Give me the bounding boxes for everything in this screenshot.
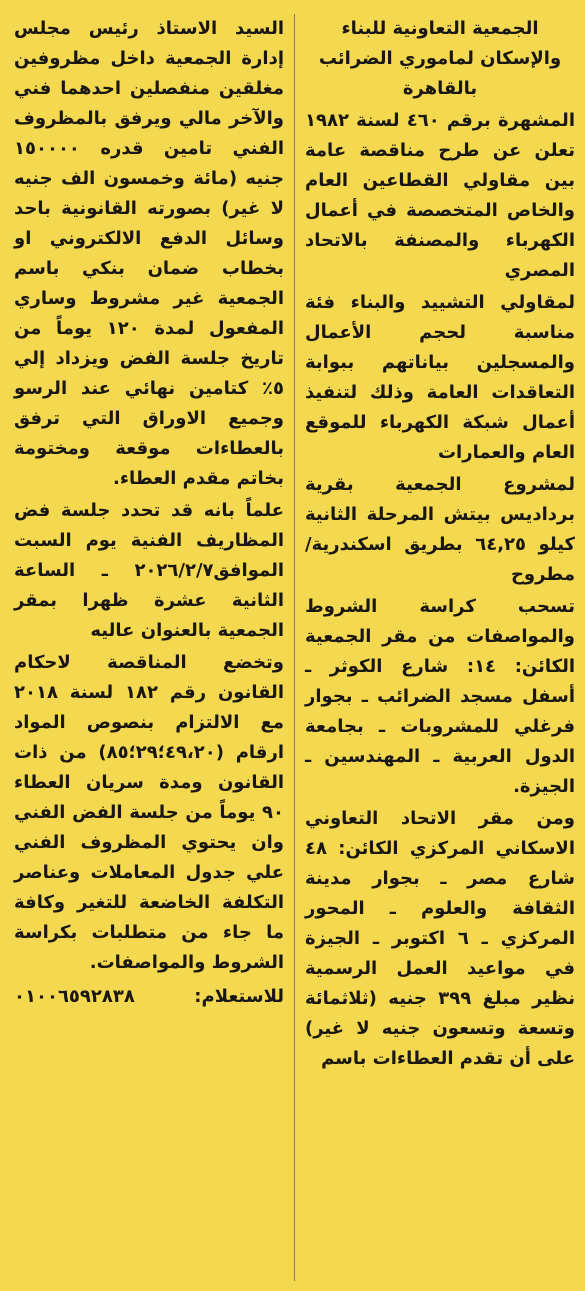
ad-title: الجمعية التعاونية للبناء والإسكان لماموري الضرائب بالقاهرة — [318, 18, 562, 99]
column-divider — [294, 14, 295, 1281]
left-column — [14, 14, 294, 1281]
ad-paragraph: تسحب كراسة الشروط والمواصفات من مقر الجمعية الكائن: ١٤: شارع الكوثر ـ أسفل مسجد الضرائب ـ بجوار فرغلي للمشروبات ـ بجامعة الدول العربية ـ المهندسين ـ الجيزة. — [305, 596, 576, 797]
ad-paragraph: وتخضع المناقصة لاحكام القانون رقم ١٨٢ لسنة ٢٠١٨ مع الالتزام بنصوص المواد ارقام (٤٩،٢٠؛٢٩؛٨٥) من ذات القانون ومدة سريان العطاء ٩٠ يوماً من جلسة الفض الفني وان يحتوي المظروف الفني علي جدول المعاملات وعناصر التكلفة الخاضعة للتغير وكافة ما جاء من متطلبات بكراسة الشروط والمواصفات. — [14, 652, 284, 973]
right-column — [295, 14, 575, 1281]
ad-paragraph: المشهرة برقم ٤٦٠ لسنة ١٩٨٢ تعلن عن طرح مناقصة عامة بين مقاولي القطاعين العام والخاص المتخصصة في أعمال الكهرباء والمصنفة بالاتحاد المصري — [305, 110, 575, 281]
ad-paragraph: ومن مقر الاتحاد التعاوني الاسكاني المركزي الكائن: ٤٨ شارع مصر ـ بجوار مدينة الثقافة والعلوم ـ المحور المركزي ـ ٦ اكتوبر ـ الجيزة في مواعيد العمل الرسمية نظير مبلغ ٣٩٩ جنيه (ثلاثمائة وتسعة وتسعون جنيه لا غير) على أن تقدم العطاءات باسم — [305, 808, 575, 1069]
ad-paragraph: السيد الاستاذ رئيس مجلس إدارة الجمعية داخل مظروفين مغلقين منفصلين احدهما فني والآخر مالي ويرفق بالمظروف الفني تامين قدره ١٥٠٠٠٠ جنيه (مائة وخمسون الف جنيه لا غير) بصورته القانونية باحد وسائل الدفع الالكتروني او بخطاب ضمان بنكي باسم الجمعية غير مشروط وساري المفعول لمدة ١٢٠ يوماً من تاريخ جلسة الفض ويزداد إلي ٥٪ كتامين نهائي عند الرسو وجميع الاوراق التي ترفق بالعطاءات موقعة ومختومة بخاتم مقدم العطاء. — [14, 18, 284, 489]
inquiry-phone: ٠١٠٠٦٥٩٢٨٣٨ — [14, 986, 135, 1007]
inquiry-line — [14, 982, 284, 1012]
ad-paragraph: علماً بانه قد تحدد جلسة فض المظاريف الفنية يوم السبت الموافق٢٠٢٦/٢/٧ ـ الساعة الثانية عشرة ظهرا بمقر الجمعية بالعنوان عاليه — [14, 500, 284, 641]
ad-paragraph: لمقاولي التشييد والبناء فئة مناسبة لحجم الأعمال والمسجلين بياناتهم ببوابة التعاقدات العامة وذلك لتنفيذ أعمال شبكة الكهرباء للموقع العام والعمارات — [305, 292, 575, 463]
ad-paragraph: لمشروع الجمعية بقرية برداديس بيتش المرحلة الثانية كيلو ٦٤,٢٥ بطريق اسكندرية/ مطروح — [305, 474, 576, 585]
inquiry-label: للاستعلام: — [194, 986, 284, 1007]
ad-columns — [14, 14, 575, 1281]
